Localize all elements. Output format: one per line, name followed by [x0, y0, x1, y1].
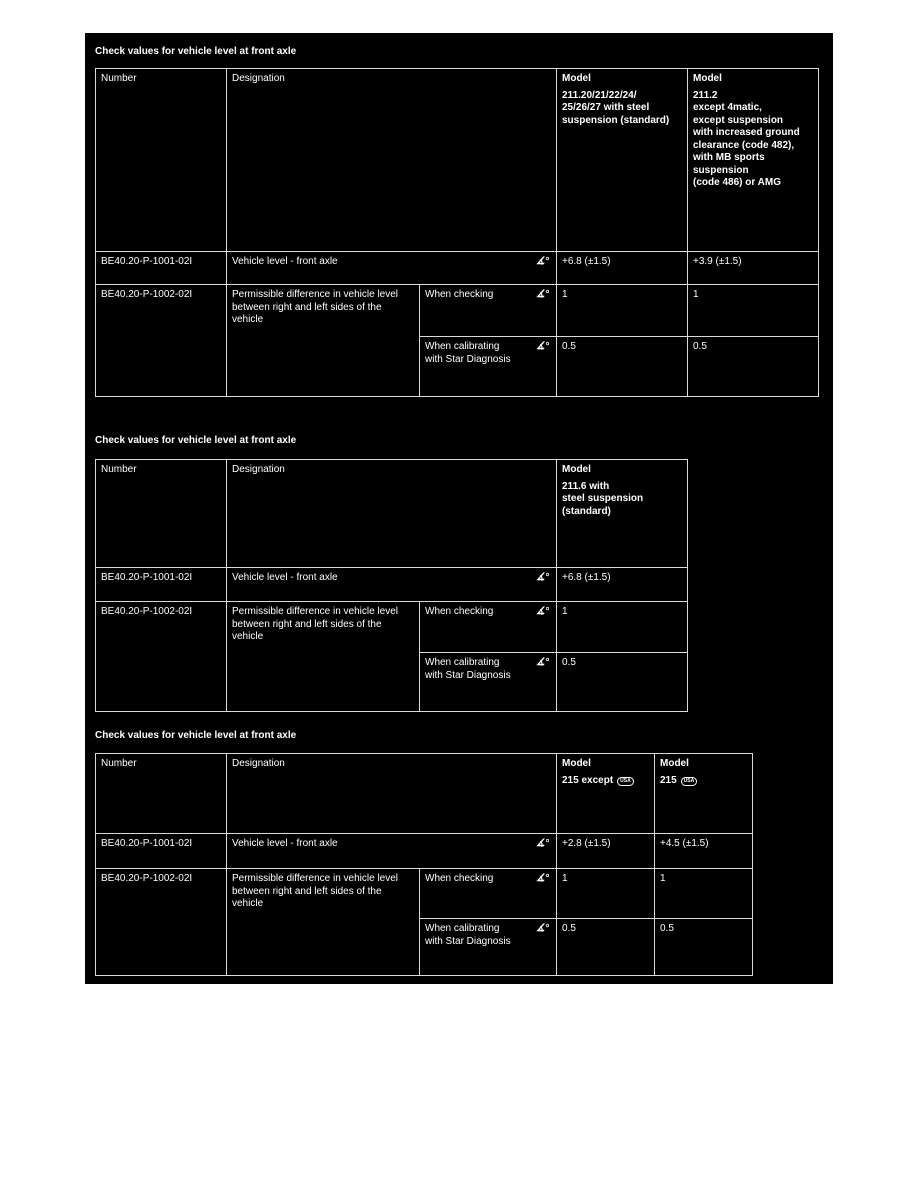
spec-number: BE40.20-P-1001-02I — [96, 834, 227, 869]
header-designation: Designation — [227, 460, 557, 568]
model-line: (standard) — [562, 505, 611, 517]
spec-number: BE40.20-P-1002-02I — [96, 285, 227, 397]
measuring-angle-icon: ∡° — [536, 923, 549, 934]
model-line — [562, 775, 649, 788]
table-3-title: Check values for vehicle level at front axle — [95, 730, 297, 741]
model-label: Model — [562, 464, 591, 475]
header-model-1 — [557, 754, 655, 834]
model-line: clearance (code 482), — [693, 139, 795, 151]
table-1-title: Check values for vehicle level at front axle — [95, 46, 297, 57]
condition-text: When checking — [425, 606, 494, 617]
table-row — [96, 869, 753, 919]
model-line: suspension (standard) — [562, 114, 670, 126]
model-line — [660, 775, 747, 788]
header-model-1 — [557, 69, 688, 252]
measuring-angle-icon: ∡° — [536, 341, 549, 352]
designation-text: Vehicle level - front axle — [232, 838, 338, 849]
table-row — [96, 568, 688, 602]
condition-text: When checking — [425, 873, 494, 884]
header-designation: Designation — [227, 754, 557, 834]
table-row — [96, 602, 688, 653]
model-line: suspension — [693, 164, 749, 176]
model-line: (code 486) or AMG — [693, 177, 781, 188]
table-row — [96, 69, 819, 252]
header-number: Number — [96, 754, 227, 834]
condition-cell — [420, 653, 557, 712]
table-row — [96, 252, 819, 285]
designation-cell — [227, 834, 557, 869]
condition-cell — [420, 602, 557, 653]
designation-text: Vehicle level - front axle — [232, 572, 338, 583]
spec-value: +4.5 (±1.5) — [655, 834, 753, 869]
spec-value: 1 — [557, 602, 688, 653]
model-label: Model — [660, 758, 689, 769]
measuring-angle-icon: ∡° — [536, 657, 549, 668]
model-line: with MB sports — [693, 152, 765, 163]
model-line: with increased ground — [693, 127, 800, 138]
header-designation: Designation — [227, 69, 557, 252]
condition-text: When calibrating with Star Diagnosis — [425, 341, 511, 365]
measuring-angle-icon: ∡° — [536, 289, 549, 300]
designation-text: Permissible difference in vehicle level between right and left sides of the vehicle — [227, 285, 420, 397]
spec-value: +3.9 (±1.5) — [688, 252, 819, 285]
model-line: 211.6 with — [562, 480, 610, 492]
spec-value: 0.5 — [688, 337, 819, 397]
spec-value: 1 — [655, 869, 753, 919]
spec-number: BE40.20-P-1001-02I — [96, 568, 227, 602]
designation-text: Vehicle level - front axle — [232, 256, 338, 267]
table-row — [96, 460, 688, 568]
condition-text: When calibrating with Star Diagnosis — [425, 923, 511, 947]
condition-cell — [420, 337, 557, 397]
header-model-2 — [688, 69, 819, 252]
condition-text: When calibrating with Star Diagnosis — [425, 657, 511, 681]
designation-cell — [227, 568, 557, 602]
designation-text: Permissible difference in vehicle level between right and left sides of the vehicle — [227, 869, 420, 976]
spec-number: BE40.20-P-1002-02I — [96, 869, 227, 976]
spec-value: +6.8 (±1.5) — [557, 252, 688, 285]
header-model-2 — [655, 754, 753, 834]
usa-badge-icon: USA — [681, 777, 698, 786]
spec-value: 0.5 — [557, 653, 688, 712]
table-2-title: Check values for vehicle level at front axle — [95, 435, 297, 446]
model-line: except suspension — [693, 114, 784, 126]
table-1 — [95, 68, 819, 397]
table-3 — [95, 753, 753, 976]
spec-value: +6.8 (±1.5) — [557, 568, 688, 602]
spec-value: +2.8 (±1.5) — [557, 834, 655, 869]
model-line: steel suspension — [562, 493, 644, 504]
spec-value: 0.5 — [557, 337, 688, 397]
model-line: except 4matic, — [693, 102, 762, 113]
model-text: 215 — [660, 774, 677, 786]
table-2 — [95, 459, 688, 712]
spec-value: 0.5 — [655, 919, 753, 976]
table-row — [96, 285, 819, 337]
spec-value: 1 — [557, 869, 655, 919]
model-line: 211.2 — [693, 89, 718, 101]
header-number: Number — [96, 69, 227, 252]
header-model-1 — [557, 460, 688, 568]
model-line: 211.20/21/22/24/ — [562, 89, 637, 101]
model-label: Model — [693, 73, 722, 84]
measuring-angle-icon: ∡° — [536, 838, 549, 849]
spec-number: BE40.20-P-1001-02I — [96, 252, 227, 285]
model-line: 25/26/27 with steel — [562, 102, 650, 113]
condition-cell — [420, 285, 557, 337]
condition-cell — [420, 869, 557, 919]
document-panel — [85, 33, 833, 984]
spec-value: 1 — [557, 285, 688, 337]
model-text: 215 except — [562, 774, 614, 786]
table-row — [96, 754, 753, 834]
condition-text: When checking — [425, 289, 494, 300]
spec-value: 1 — [688, 285, 819, 337]
spec-value: 0.5 — [557, 919, 655, 976]
model-label: Model — [562, 758, 591, 769]
designation-text: Permissible difference in vehicle level between right and left sides of the vehicle — [227, 602, 420, 712]
condition-cell — [420, 919, 557, 976]
measuring-angle-icon: ∡° — [536, 256, 549, 267]
measuring-angle-icon: ∡° — [536, 572, 549, 583]
table-row — [96, 834, 753, 869]
model-label: Model — [562, 73, 591, 84]
header-number: Number — [96, 460, 227, 568]
spec-number: BE40.20-P-1002-02I — [96, 602, 227, 712]
usa-badge-icon: USA — [617, 777, 634, 786]
designation-cell — [227, 252, 557, 285]
measuring-angle-icon: ∡° — [536, 873, 549, 884]
measuring-angle-icon: ∡° — [536, 606, 549, 617]
